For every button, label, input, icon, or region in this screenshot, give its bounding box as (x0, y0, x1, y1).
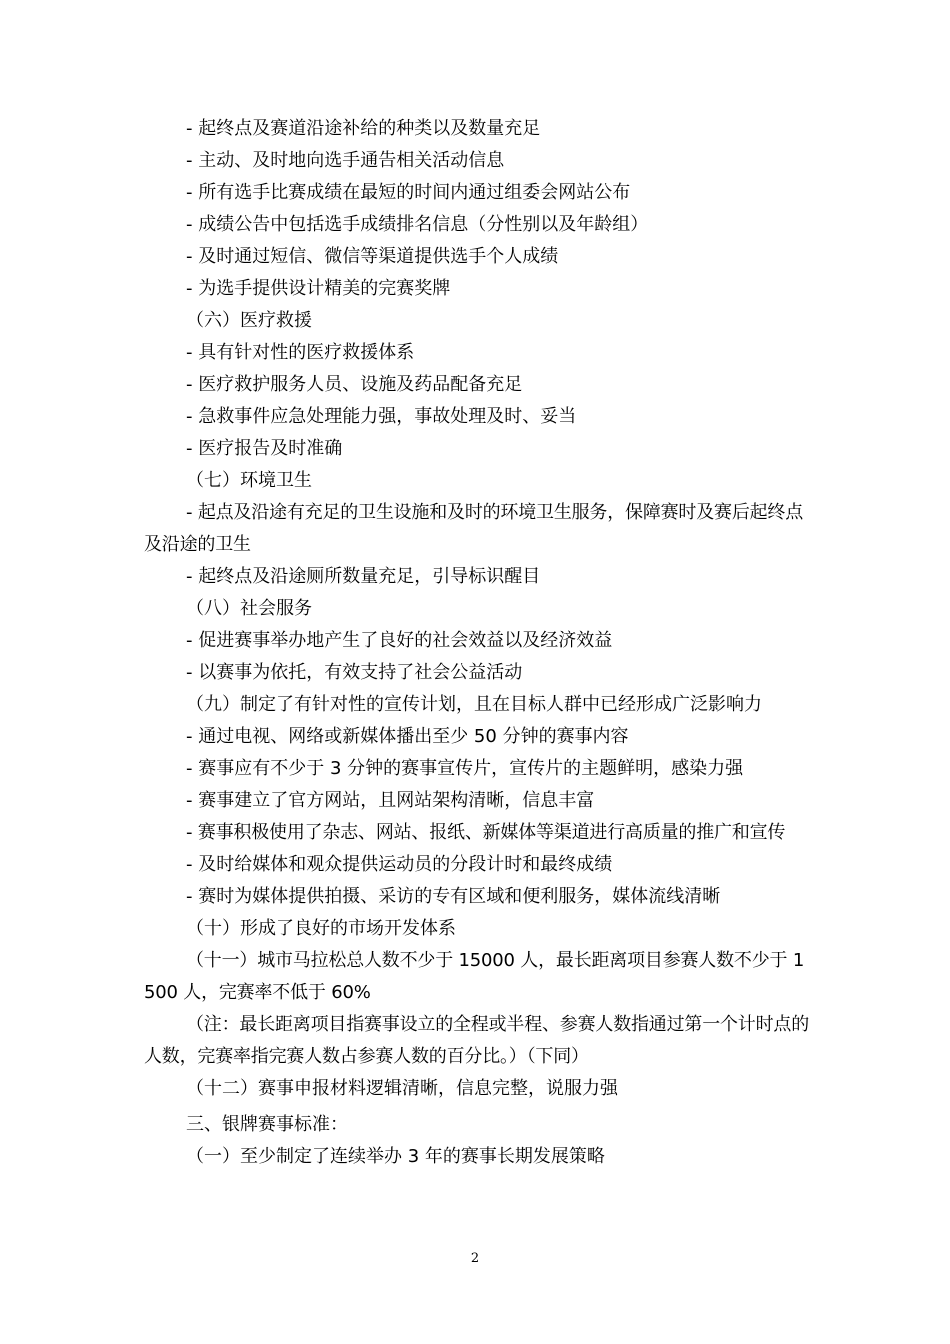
text-line: - 以赛事为依托，有效支持了社会公益活动 (186, 662, 523, 683)
text-line: - 起点及沿途有充足的卫生设施和及时的环境卫生服务，保障赛时及赛后起终点及沿途的卫生 (144, 502, 804, 555)
text-line: - 医疗报告及时准确 (186, 438, 343, 459)
text-line: - 赛事应有不少于 3 分钟的赛事宣传片，宣传片的主题鲜明，感染力强 (186, 758, 744, 779)
text-line: - 医疗救护服务人员、设施及药品配备充足 (186, 374, 523, 395)
section-heading: （七）环境卫生 (186, 470, 312, 491)
section-heading: （八）社会服务 (186, 598, 312, 619)
text-line: - 为选手提供设计精美的完赛奖牌 (186, 278, 451, 299)
text-line: - 主动、及时地向选手通告相关活动信息 (186, 150, 505, 171)
text-line: - 通过电视、网络或新媒体播出至少 50 分钟的赛事内容 (186, 726, 629, 747)
section-heading: （十）形成了良好的市场开发体系 (186, 918, 456, 939)
text-line: - 急救事件应急处理能力强，事故处理及时、妥当 (186, 406, 577, 427)
text-line: - 及时通过短信、微信等渠道提供选手个人成绩 (186, 246, 559, 267)
text-line: - 促进赛事举办地产生了良好的社会效益以及经济效益 (186, 630, 613, 651)
section-heading: （十一）城市马拉松总人数不少于 15000 人，最长距离项目参赛人数不少于 1500 人，完赛率不低于 60% (144, 950, 805, 1003)
text-line: - 起终点及赛道沿途补给的种类以及数量充足 (186, 118, 541, 139)
text-line: - 成绩公告中包括选手成绩排名信息（分性别以及年龄组） (186, 214, 649, 235)
section-heading: （九）制定了有针对性的宣传计划，且在目标人群中已经形成广泛影响力 (186, 694, 762, 715)
section-heading: （一）至少制定了连续举办 3 年的赛事长期发展策略 (186, 1146, 605, 1167)
note-paragraph: （注：最长距离项目指赛事设立的全程或半程、参赛人数指通过第一个计时点的人数，完赛率指完赛人数占参赛人数的百分比。）（下同） (144, 1014, 809, 1067)
document-body (144, 113, 812, 1173)
text-line: - 所有选手比赛成绩在最短的时间内通过组委会网站公布 (186, 182, 631, 203)
section-heading: （十二）赛事申报材料逻辑清晰，信息完整，说服力强 (186, 1078, 618, 1099)
text-line: - 赛时为媒体提供拍摄、采访的专有区域和便利服务，媒体流线清晰 (186, 886, 721, 907)
text-line: - 起终点及沿途厕所数量充足，引导标识醒目 (186, 566, 541, 587)
text-line: - 赛事积极使用了杂志、网站、报纸、新媒体等渠道进行高质量的推广和宣传 (186, 822, 786, 843)
chapter-heading: 三、银牌赛事标准： (186, 1114, 348, 1135)
page-number: 2 (470, 1251, 480, 1266)
text-line: - 赛事建立了官方网站，且网站架构清晰，信息丰富 (186, 790, 595, 811)
section-heading: （六）医疗救援 (186, 310, 312, 331)
text-line: - 具有针对性的医疗救援体系 (186, 342, 415, 363)
text-line: - 及时给媒体和观众提供运动员的分段计时和最终成绩 (186, 854, 613, 875)
